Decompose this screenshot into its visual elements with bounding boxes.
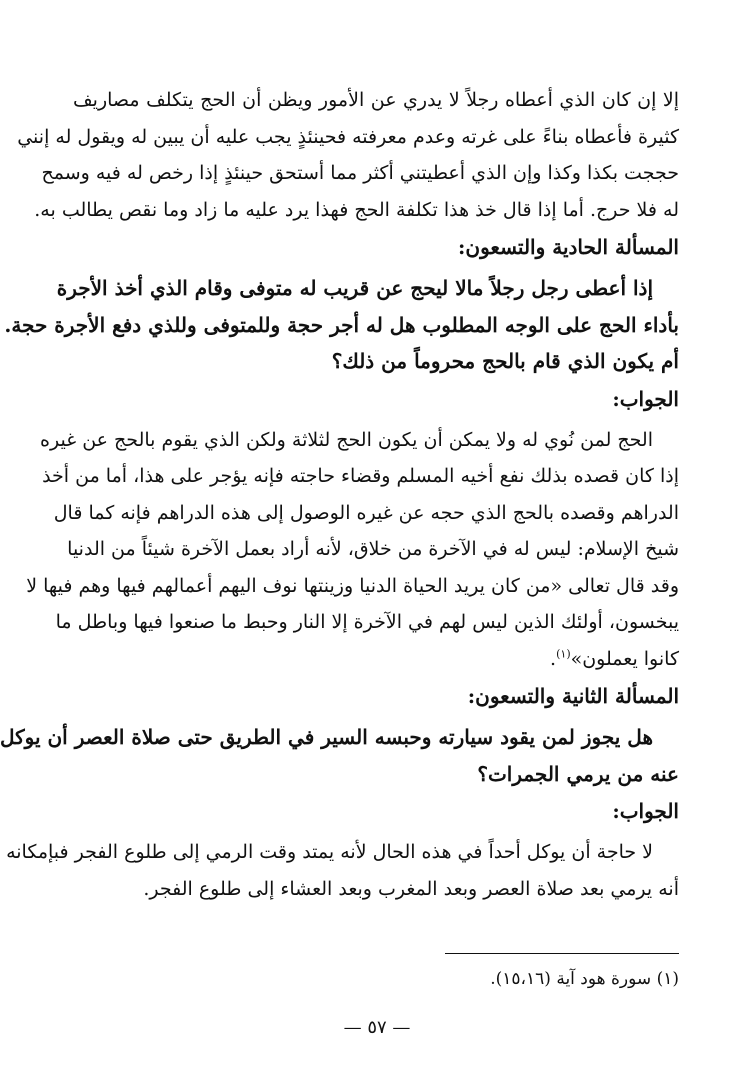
question-line: بأداء الحج على الوجه المطلوب هل له أجر حجة وللمتوفى وللذي دفع الأجرة حجة. xyxy=(4,312,679,337)
question-92 xyxy=(0,719,679,792)
answer-line: لا حاجة أن يوكل أحداً في هذه الحال لأنه يمتد وقت الرمي إلى طلوع الفجر فبإمكانه xyxy=(6,841,653,863)
text-line: حججت بكذا وكذا وإن الذي أعطيتني أكثر مما أستحق حينئذٍ إذا رخص له فيه وسمح xyxy=(41,162,679,184)
footnote-text: سورة هود آية (١٥،١٦). xyxy=(490,969,652,989)
page-number: — ٥٧ — xyxy=(343,1017,411,1038)
answer-line: الحج لمن نُوي له ولا يمكن أن يكون الحج لثلاثة ولكن الذي يقوم بالحج عن غيره xyxy=(40,428,653,451)
question-line: هل يجوز لمن يقود سيارته وحبسه السير في الطريق حتى صلاة العصر أن يوكل xyxy=(0,725,653,749)
text-line: له فلا حرج. أما إذا قال خذ هذا تكلفة الحج فهذا يرد عليه ما زاد وما نقص يطالب به. xyxy=(34,198,679,221)
section-heading-91: المسألة الحادية والتسعون: xyxy=(458,235,679,259)
answer-line-last: كانوا يعملون»$^{(١)}$. xyxy=(550,647,679,670)
answer-line: يبخسون، أولئك الذين ليس لهم في الآخرة إلا النار وحبط ما صنعوا فيها وباطل ما xyxy=(55,611,679,633)
text-line: كثيرة فأعطاه بناءً على غرته وعدم معرفته فحينئذٍ يجب عليه أن يبين له ويقول له إنني xyxy=(17,125,679,148)
section-heading-92: المسألة الثانية والتسعون: xyxy=(467,684,679,708)
answer-line-text: كانوا يعملون» xyxy=(570,647,679,670)
question-91 xyxy=(4,270,679,380)
question-line: أم يكون الذي قام بالحج محروماً من ذلك؟ xyxy=(331,349,679,373)
text-line: إلا إن كان الذي أعطاه رجلاً لا يدري عن الأمور ويظن أن الحج يتكلف مصاريف xyxy=(73,89,679,111)
footnote-reference: (١) xyxy=(556,647,571,661)
answer-label-91: الجواب: xyxy=(612,386,679,411)
answer-line: أنه يرمي بعد صلاة العصر وبعد المغرب وبعد العشاء إلى طلوع الفجر. xyxy=(143,877,679,900)
answer-line: شيخ الإسلام: ليس له في الآخرة من خلاق، لأنه أراد بعمل الآخرة شيئاً من الدنيا xyxy=(67,538,679,560)
answer-label-92: الجواب: xyxy=(612,799,679,823)
footnote xyxy=(490,966,679,992)
answer-line: الدراهم وقصده بالحج الذي حجه عن غيره الوصول إلى هذه الدراهم فإنه كما قال xyxy=(53,501,679,524)
answer-line: إذا كان قصده بذلك نفع أخيه المسلم وقضاء حاجته فإنه يؤجر على هذا، أما من أخذ xyxy=(42,465,679,487)
question-line: عنه من يرمي الجمرات؟ xyxy=(477,761,679,786)
footnote-marker: (١) xyxy=(656,969,679,989)
footnote-divider xyxy=(445,953,679,954)
page-body xyxy=(0,82,679,1042)
intro-paragraph xyxy=(17,82,679,228)
answer-92 xyxy=(6,834,679,907)
answer-line: وقد قال تعالى «من كان يريد الحياة الدنيا وزينتها نوف اليهم أعمالهم فيها وهم فيها لا xyxy=(26,574,679,597)
answer-91 xyxy=(26,422,679,678)
question-line: إذا أعطى رجل رجلاً مالا ليحج عن قريب له متوفى وقام الذي أخذ الأجرة xyxy=(56,276,653,300)
